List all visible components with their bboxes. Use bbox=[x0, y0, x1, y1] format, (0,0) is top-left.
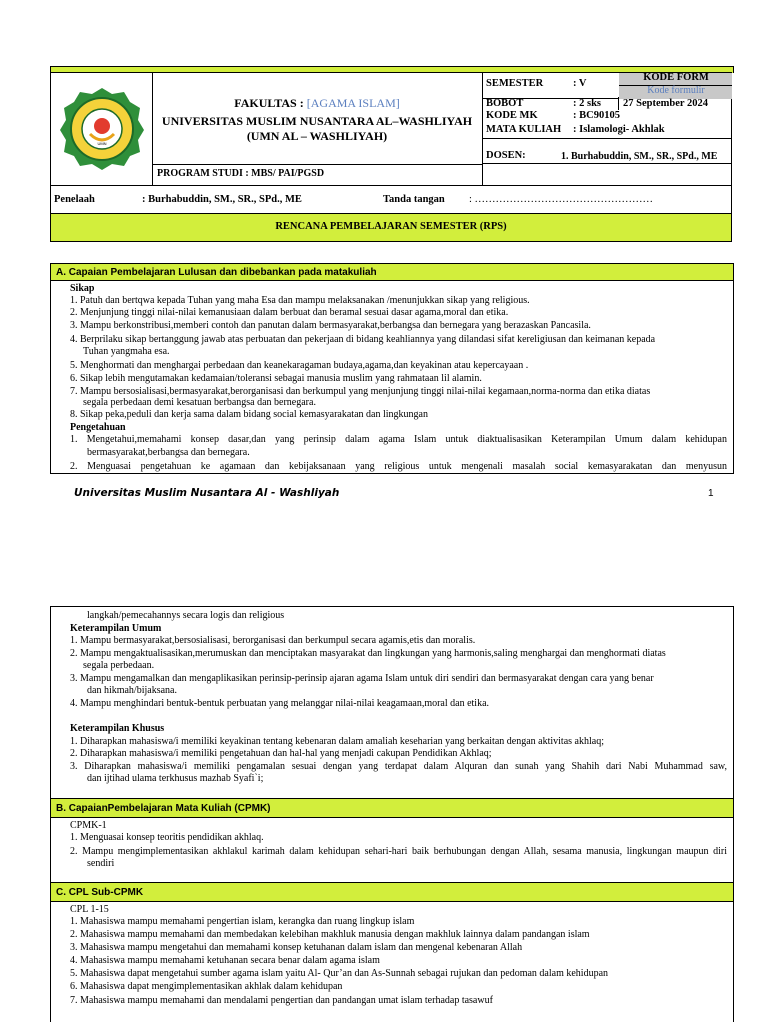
kode-mk-label: KODE MK bbox=[486, 110, 538, 121]
list-item: 1. Diharapkan mahasiswa/i memiliki keyakinan tentang kebenaran dalam amaliah keseharian yang berkaitan dengan aktivitas akhlaq; bbox=[70, 736, 604, 747]
list-item: 2. Mampu mengaktualisasikan,merumuskan dan menciptakan masyarakat dan lingkungan yang harmonis,saling menghargai dan menghormati diatas bbox=[70, 648, 666, 659]
list-item: 5. Menghormati dan menghargai perbedaan dan keanekaragaman budaya,agama,dan keyakinan atau kepercayaan . bbox=[70, 360, 529, 371]
list-item: 3. Mampu mengamalkan dan mengaplikasikan perinsip-perinsip ajaran agama Islam untuk diri sendiri dan bermasyarakat dengan cara yang benar bbox=[70, 673, 654, 684]
section-a-title: A. Capaian Pembelajaran Lulusan dan dibebankan pada matakuliah bbox=[56, 267, 377, 278]
cpl-sub: CPL 1-15 bbox=[70, 904, 109, 915]
list-item: 2. Menguasai pengetahuan ke agamaan dan kebijaksanaan yang religious untuk mengenali masalah social kemasyarakatan dan menyusun bbox=[70, 461, 727, 472]
list-item-cont: dan hikmah/bijaksana. bbox=[87, 685, 177, 696]
list-item: 4. Mahasiswa mampu memahami ketuhanan secara benar dalam agama islam bbox=[70, 955, 380, 966]
faculty-line bbox=[152, 96, 482, 111]
list-item-cont: sendiri bbox=[87, 858, 115, 869]
dosen-value: 1. Burhabuddin, SM., SR., SPd., ME bbox=[561, 151, 718, 162]
list-item: 1. Mahasiswa mampu memahami pengertian islam, kerangka dan ruang lingkup islam bbox=[70, 916, 415, 927]
cpmk-sub: CPMK-1 bbox=[70, 820, 107, 831]
list-item: 2. Diharapkan mahasiswa/i memiliki pengetahuan dan hal-hal yang menjadi cakupan Pendidikan Akhlaq; bbox=[70, 748, 492, 759]
list-item: 3. Mampu berkonstribusi,memberi contoh dan panutan dalam bermasyarakat,berbangsa dan bernegara yang berazaskan Pancasila. bbox=[70, 320, 591, 331]
list-item: 2. Mampu mengimplementasikan akhlakul karimah dalam kehidupan sehari-hari baik berhubungan dengan Allah, sesama manusia, lingkungan maupun diri bbox=[70, 846, 727, 857]
faculty-label: FAKULTAS : bbox=[234, 96, 304, 110]
penelaah-value: : Burhabuddin, SM., SR., SPd., ME bbox=[142, 194, 302, 205]
kode-form: KODE FORM bbox=[643, 72, 709, 83]
semester-value: : V bbox=[573, 78, 587, 89]
kode-formulir: Kode formulir bbox=[647, 85, 705, 96]
pengetahuan-heading: Pengetahuan bbox=[70, 422, 126, 433]
kode-mk-value: : BC90105 bbox=[573, 110, 620, 121]
list-item: 4. Mampu menghindari bentuk-bentuk perbuatan yang melanggar nilai-nilai keagamaan,moral dan etika. bbox=[70, 698, 490, 709]
university-name: UNIVERSITAS MUSLIM NUSANTARA AL–WASHLIYAH bbox=[161, 114, 473, 128]
list-item: 1. Patuh dan bertqwa kepada Tuhan yang maha Esa dan mampu melaksanakan /menunjukkan sikap yang religious. bbox=[70, 295, 530, 306]
list-item: 6. Sikap lebih mengutamakan kedamaian/toleransi sebagai manusia muslim yang rahmataan lil alamin. bbox=[70, 373, 482, 384]
list-item: 3. Diharapkan mahasiswa/i memiliki pengamalan sesuai dengan yang terdapat dalam Alquran dan sunah yang Shahih dari Nabi Muhammad saw, bbox=[70, 761, 727, 772]
list-item: 1. Mengetahui,memahami konsep dasar,dan yang perinsip dalam agama Islam untuk diaktualisasikan Keterampilan Umum dalam kehidupan bbox=[70, 434, 727, 445]
semester-label: SEMESTER bbox=[486, 78, 544, 89]
program-studi: PROGRAM STUDI : MBS/ PAI/PGSD bbox=[157, 168, 325, 179]
list-item: 2. Mahasiswa mampu memahami dan membedakan kelebihan makhluk manusia dengan makhluk lainnya dalam pandangan islam bbox=[70, 929, 590, 940]
university-short-name: (UMN AL – WASHLIYAH) bbox=[246, 129, 388, 143]
keterampilan-umum-heading: Keterampilan Umum bbox=[70, 623, 162, 634]
list-item-cont: langkah/pemecahannys secara logis dan religious bbox=[87, 610, 285, 621]
keterampilan-khusus-heading: Keterampilan Khusus bbox=[70, 723, 165, 734]
tanda-tangan-line: : …………………………………………… bbox=[469, 194, 654, 205]
page-number: 1 bbox=[708, 488, 714, 499]
mata-kuliah-value: : Islamologi- Akhlak bbox=[573, 124, 665, 135]
list-item-cont: segala perbedaan demi kesatuan berbangsa dan bernegara. bbox=[83, 397, 316, 408]
list-item: 7. Mampu bersosialisasi,bermasyarakat,berorganisasi dan berkumpul yang menjunjung tinggi nilai-nilai kegamaan,norma-norma dan etika diatas bbox=[70, 386, 651, 397]
section-c-title: C. CPL Sub-CPMK bbox=[56, 887, 144, 898]
list-item: 6. Mahasiswa dapat mengimplementasikan akhlak dalam kehidupan bbox=[70, 981, 343, 992]
list-item: 1. Menguasai konsep teoritis pendidikan akhlaq. bbox=[70, 832, 264, 843]
sikap-heading: Sikap bbox=[70, 283, 95, 294]
form-date: 27 September 2024 bbox=[623, 98, 708, 109]
section-b-title: B. CapaianPembelajaran Mata Kuliah (CPMK) bbox=[56, 803, 271, 814]
section-c-header bbox=[50, 882, 734, 902]
bobot-label: BOBOT bbox=[486, 98, 524, 109]
list-item: 4. Berprilaku sikap bertanggung jawab atas perbuatan dan pekerjaan di bidang keahliannya yang dilandasi sifat kereligiusan dan keimanan kepada bbox=[70, 334, 656, 345]
list-item: 5. Mahasiswa dapat mengetahui sumber agama islam yaitu Al- Qur’an dan As-Sunnah sebagai rujukan dan pedoman dalam kehidupan bbox=[70, 968, 609, 979]
date-divider bbox=[618, 97, 619, 110]
svg-text:UMN: UMN bbox=[97, 141, 107, 146]
list-item-cont: segala perbedaan. bbox=[83, 660, 155, 671]
list-item: 3. Mahasiswa mampu mengetahui dan memahami konsep ketuhanan dalam islam dan mengenal kebenaran Allah bbox=[70, 942, 523, 953]
list-item: 8. Sikap peka,peduli dan kerja sama dalam bidang social kemasyarakatan dan lingkungan bbox=[70, 409, 428, 420]
section-b-header bbox=[50, 798, 734, 818]
list-item: 1. Mampu bermasyarakat,bersosialisasi, berorganisasi dan berkumpul secara agamis,etis dan moralis. bbox=[70, 635, 476, 646]
bobot-value: : 2 sks bbox=[573, 98, 602, 109]
rps-title: RENCANA PEMBELAJARAN SEMESTER (RPS) bbox=[275, 221, 507, 232]
tanda-tangan-label: Tanda tangan bbox=[383, 194, 445, 205]
mata-kuliah-label: MATA KULIAH bbox=[486, 124, 562, 135]
university-logo bbox=[58, 86, 146, 172]
list-item-cont: bermasyarakat,berbangsa dan bernegara. bbox=[87, 447, 250, 458]
list-item-cont: dan ijtihad ulama terkhusus mazhab Syafi`i; bbox=[87, 773, 264, 784]
list-item: 2. Menjunjung tinggi nilai-nilai kemanusiaan dalam berbuat dan beramal sesuai dasar agama,moral dan etika. bbox=[70, 307, 509, 318]
dosen-label: DOSEN: bbox=[486, 150, 526, 161]
penelaah-label: Penelaah bbox=[54, 194, 95, 205]
faculty-value: [AGAMA ISLAM] bbox=[306, 96, 400, 110]
footer-university: Universitas Muslim Nusantara Al - Washliyah bbox=[74, 487, 340, 499]
list-item-cont: Tuhan yangmaha esa. bbox=[83, 346, 170, 357]
list-item: 7. Mahasiswa mampu memahami dan mendalami pengertian dan pandangan umat islam terhadap tasawuf bbox=[70, 995, 493, 1006]
